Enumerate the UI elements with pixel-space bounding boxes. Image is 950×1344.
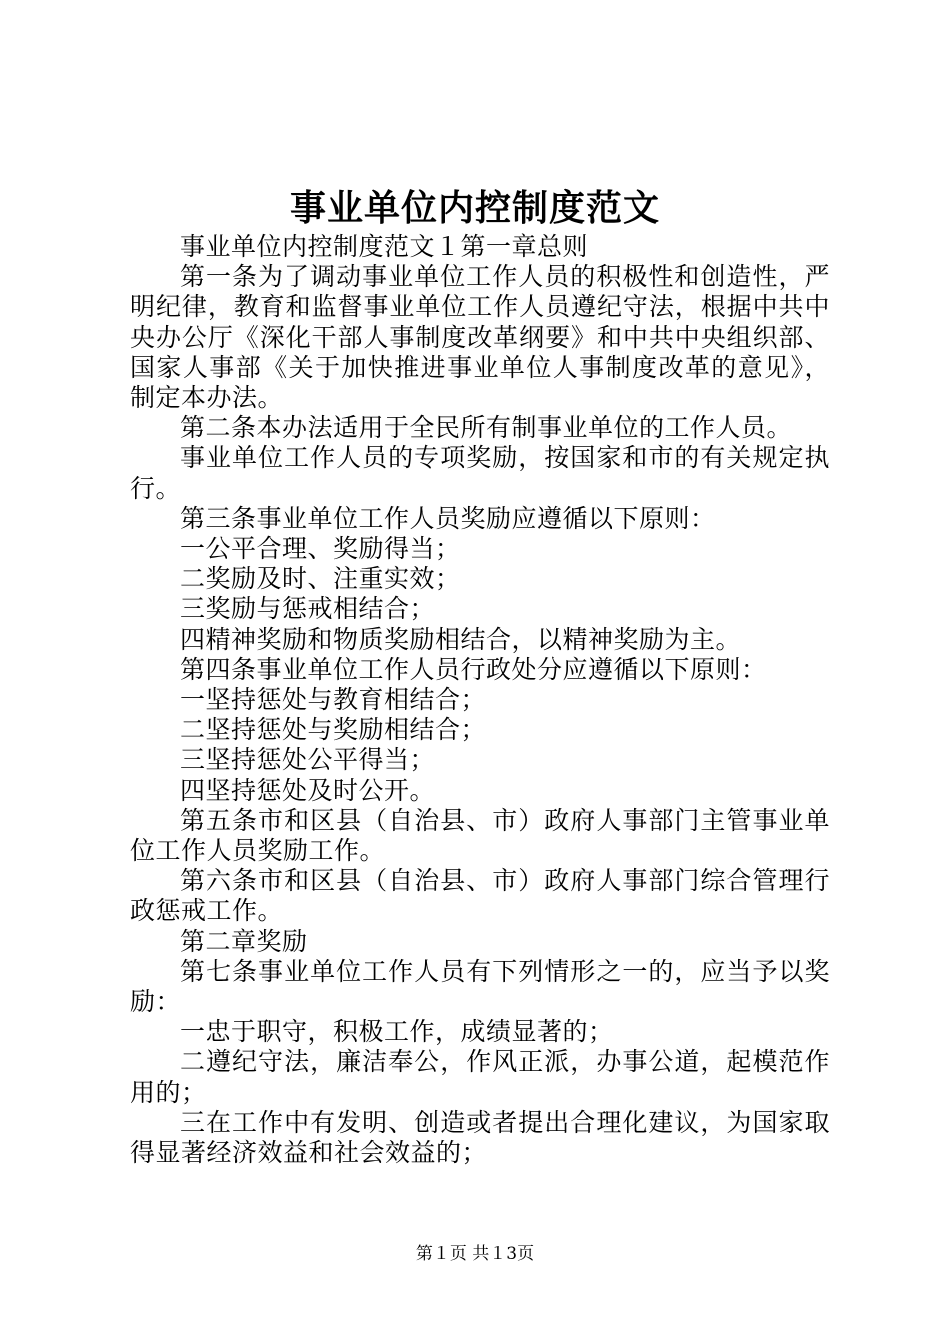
paragraph: 一公平合理、奖励得当； xyxy=(180,534,461,564)
paragraph: 第五条市和区县（自治县、市）政府人事部门主管事业单位工作人员奖励工作。 xyxy=(130,805,830,866)
paragraph: 三奖励与惩戒相结合； xyxy=(180,594,436,624)
document-body xyxy=(130,232,830,1168)
paragraph: 二奖励及时、注重实效； xyxy=(180,564,461,594)
paragraph: 事业单位工作人员的专项奖励，按国家和市的有关规定执行。 xyxy=(130,443,830,503)
paragraph: 第二条本办法适用于全民所有制事业单位的工作人员。 xyxy=(180,413,793,443)
paragraph: 事业单位内控制度范文１第一章总则 xyxy=(180,232,589,261)
page-number-footer: 第１页 共１3页 xyxy=(415,1244,535,1264)
document-title: 事业单位内控制度范文 xyxy=(289,187,660,229)
chapter-heading: 第二章奖励 xyxy=(180,926,308,956)
paragraph: 第一条为了调动事业单位工作人员的积极性和创造性，严明纪律，教育和监督事业单位工作人员遵纪守法，根据中共中央办公厅《深化干部人事制度改革纲要》和中共中央组织部、国家人事部《关于加快推进事业单位人事制度改革的意见》，制定本办法。 xyxy=(130,262,830,413)
paragraph: 三在工作中有发明、创造或者提出合理化建议，为国家取得显著经济效益和社会效益的； xyxy=(130,1107,830,1168)
paragraph: 第四条事业单位工作人员行政处分应遵循以下原则： xyxy=(180,654,767,684)
paragraph: 二遵纪守法，廉洁奉公，作风正派，办事公道，起模范作用的； xyxy=(130,1047,830,1107)
paragraph: 第六条市和区县（自治县、市）政府人事部门综合管理行政惩戒工作。 xyxy=(130,866,830,926)
paragraph: 四精神奖励和物质奖励相结合，以精神奖励为主。 xyxy=(180,624,742,654)
paragraph: 二坚持惩处与奖励相结合； xyxy=(180,715,487,745)
paragraph: 四坚持惩处及时公开。 xyxy=(180,775,436,805)
paragraph: 第三条事业单位工作人员奖励应遵循以下原则： xyxy=(180,503,716,533)
paragraph: 第七条事业单位工作人员有下列情形之一的，应当予以奖励： xyxy=(130,956,830,1017)
paragraph: 一忠于职守，积极工作，成绩显著的； xyxy=(180,1017,614,1047)
paragraph: 一坚持惩处与教育相结合； xyxy=(180,685,487,715)
paragraph: 三坚持惩处公平得当； xyxy=(180,745,436,775)
